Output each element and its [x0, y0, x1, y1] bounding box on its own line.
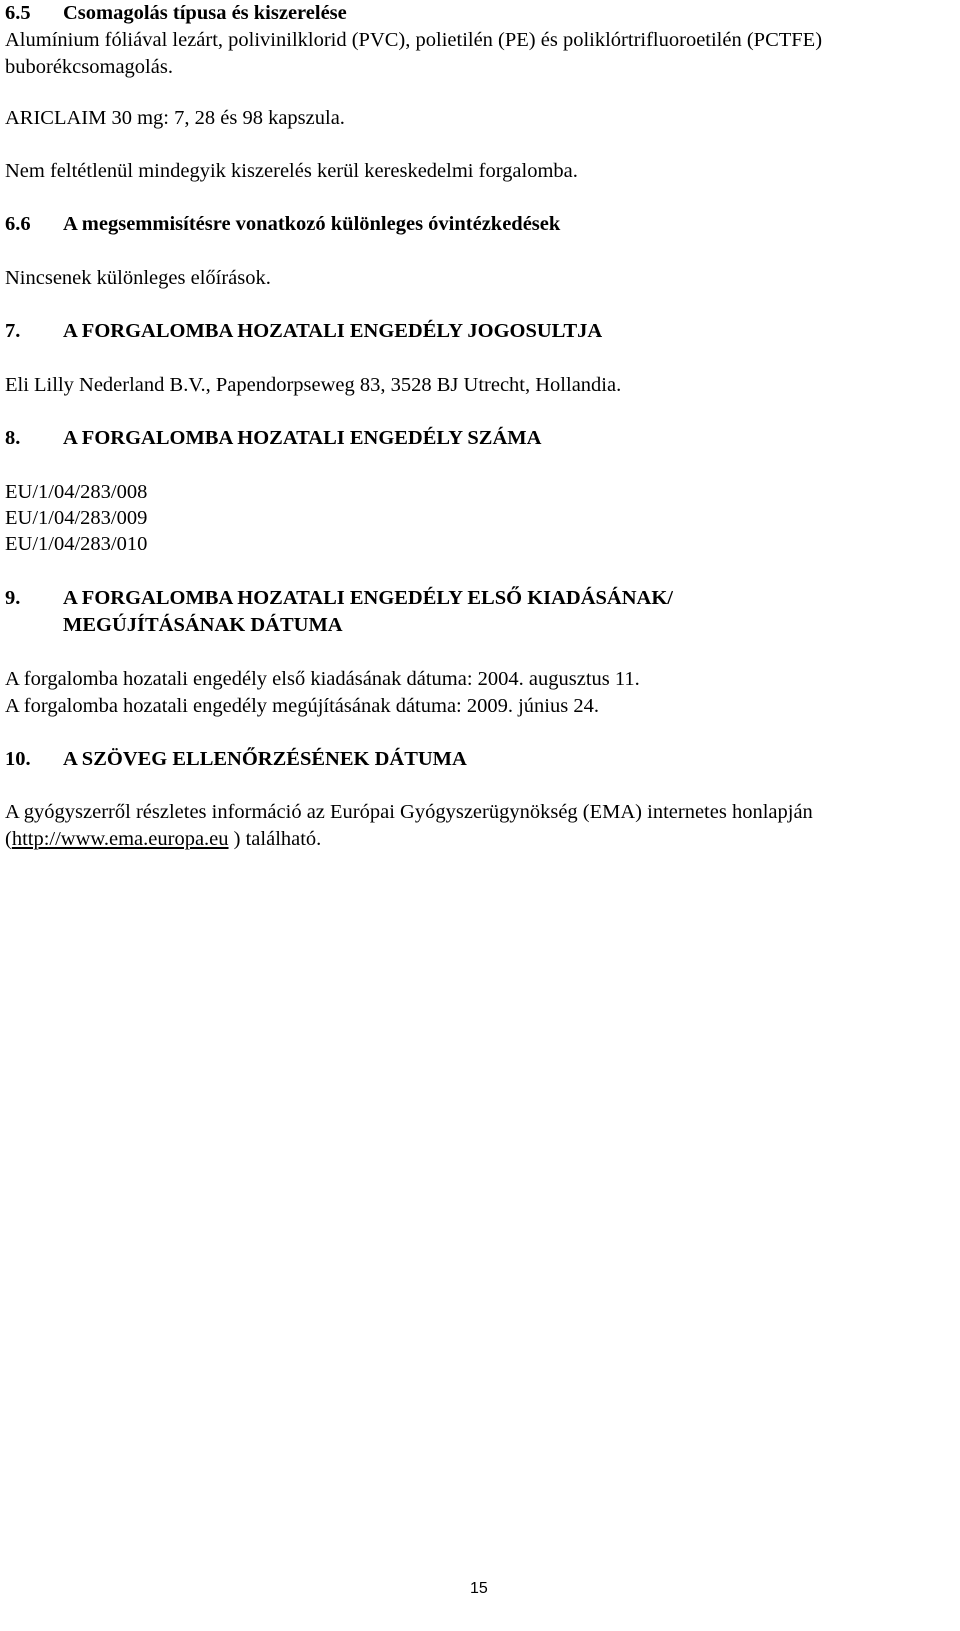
packaging-text-cont: buborékcsomagolás.: [5, 56, 173, 78]
auth-number: EU/1/04/283/010: [5, 533, 148, 555]
disposal-text: Nincsenek különleges előírások.: [5, 267, 271, 289]
page-number: 15: [470, 1580, 488, 1597]
heading-8: 8. A FORGALOMBA HOZATALI ENGEDÉLY SZÁMA: [5, 427, 542, 449]
ema-info-text-cont: (http://www.ema.europa.eu ) található.: [5, 828, 322, 850]
marketing-note: Nem feltétlenül mindegyik kiszerelés kerül kereskedelmi forgalomba.: [5, 160, 578, 182]
heading-7: 7. A FORGALOMBA HOZATALI ENGEDÉLY JOGOSULTJA: [5, 320, 603, 342]
heading-10: 10. A SZÖVEG ELLENŐRZÉSÉNEK DÁTUMA: [5, 748, 467, 770]
heading-6-5: 6.5 Csomagolás típusa és kiszerelése: [5, 2, 347, 24]
heading-6-6: 6.6 A megsemmisítésre vonatkozó különleges óvintézkedések: [5, 213, 561, 235]
packaging-text: Alumínium fóliával lezárt, polivinilklorid (PVC), polietilén (PE) és poliklórtrifluoroetilén (PCTFE): [5, 29, 823, 51]
heading-9-cont: MEGÚJÍTÁSÁNAK DÁTUMA: [63, 614, 343, 636]
holder-text: Eli Lilly Nederland B.V., Papendorpseweg 83, 3528 BJ Utrecht, Hollandia.: [5, 374, 622, 396]
renewal-date: A forgalomba hozatali engedély megújításának dátuma: 2009. június 24.: [5, 695, 599, 717]
auth-number: EU/1/04/283/009: [5, 507, 148, 529]
pack-sizes: ARICLAIM 30 mg: 7, 28 és 98 kapszula.: [5, 107, 345, 129]
heading-9: 9. A FORGALOMBA HOZATALI ENGEDÉLY ELSŐ KIADÁSÁNAK/: [5, 587, 673, 609]
auth-number: EU/1/04/283/008: [5, 481, 148, 503]
ema-info-text: A gyógyszerről részletes információ az Európai Gyógyszerügynökség (EMA) internetes honlapján: [5, 801, 813, 823]
ema-link[interactable]: http://www.ema.europa.eu: [11, 828, 229, 850]
first-auth-date: A forgalomba hozatali engedély első kiadásának dátuma: 2004. augusztus 11.: [5, 668, 640, 690]
